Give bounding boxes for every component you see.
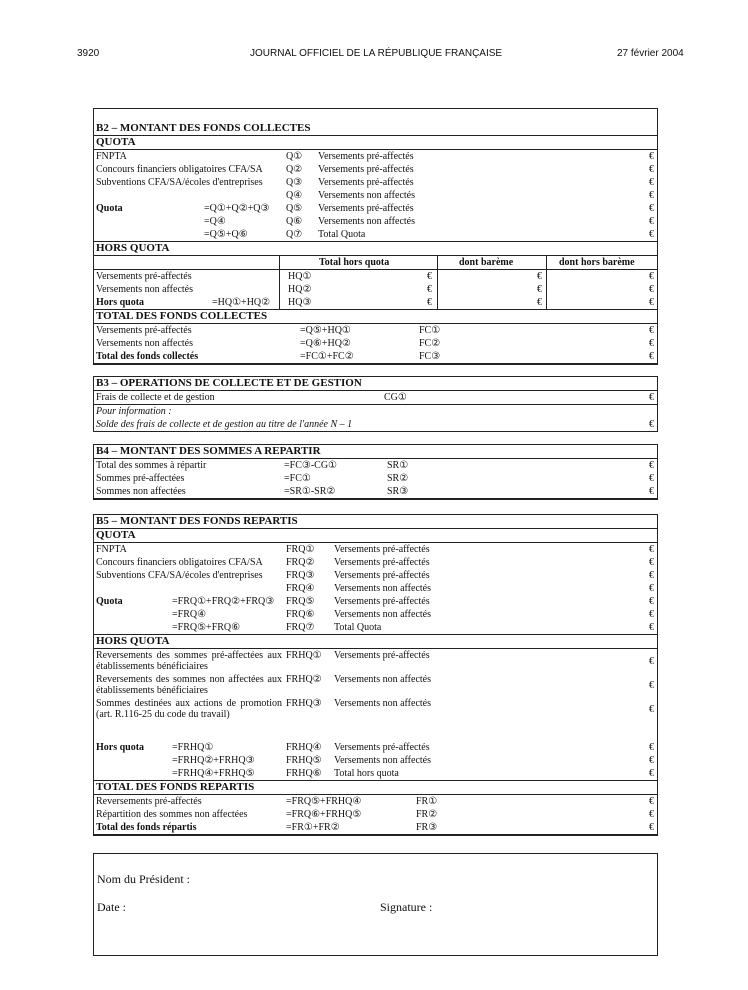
row-label: Versements pré-affectés xyxy=(96,325,192,336)
euro-sign: € xyxy=(649,570,654,581)
row-formula: =FR①+FR② xyxy=(286,822,340,833)
row-desc: Versements non affectés xyxy=(318,216,416,227)
row-label: Répartition des sommes non affectées xyxy=(96,809,248,820)
row-code: FRHQ② xyxy=(286,674,322,685)
row-code: HQ② xyxy=(288,284,312,295)
euro-sign: € xyxy=(649,704,654,715)
row-desc: Versements pré-affectés xyxy=(334,742,430,753)
row-desc: Versements non affectés xyxy=(334,698,432,709)
hors-quota-row xyxy=(94,767,657,781)
euro-sign: € xyxy=(537,271,542,282)
row-code: FRHQ⑥ xyxy=(286,768,322,779)
quota-row xyxy=(94,176,657,189)
row-desc: Total Quota xyxy=(318,229,366,240)
row-label: Total des fonds répartis xyxy=(96,822,197,833)
row-code: FRHQ③ xyxy=(286,698,322,709)
row-code: FRQ⑦ xyxy=(286,622,315,633)
row-code: SR① xyxy=(387,460,409,471)
column-divider xyxy=(546,270,547,283)
euro-sign: € xyxy=(649,216,654,227)
hors-header-bareme: dont barème xyxy=(459,257,514,268)
row-formula: =FRQ⑥+FRHQ⑤ xyxy=(286,809,362,820)
column-divider xyxy=(437,296,438,309)
hors-header-hors-bareme: dont hors barème xyxy=(559,257,635,268)
row-formula: =Q⑥+HQ② xyxy=(300,338,351,349)
row-label: Hors quota xyxy=(96,742,145,753)
row-desc: Total Quota xyxy=(334,622,382,633)
b5-quota-title: QUOTA xyxy=(96,529,136,541)
b3-title: B3 – OPERATIONS DE COLLECTE ET DE GESTION xyxy=(96,377,362,389)
row-code: FRQ③ xyxy=(286,570,315,581)
euro-sign: € xyxy=(649,460,654,471)
row-desc: Total hors quota xyxy=(334,768,399,779)
row-formula: =Q①+Q②+Q③ xyxy=(204,203,270,214)
simple-row xyxy=(94,350,657,364)
hors-quota-row xyxy=(94,741,657,754)
row-code: Q③ xyxy=(286,177,303,188)
section-b3 xyxy=(93,376,658,432)
simple-row xyxy=(94,337,657,350)
simple-row xyxy=(94,472,657,485)
row-label: Subventions CFA/SA/écoles d'entreprises xyxy=(96,177,263,188)
row-label: FNPTA xyxy=(96,544,127,555)
b3-frais-code: CG① xyxy=(384,392,407,403)
euro-sign: € xyxy=(649,656,654,667)
euro-sign: € xyxy=(649,419,654,430)
row-label: Concours financiers obligatoires CFA/SA xyxy=(96,557,263,568)
row-desc: Versements pré-affectés xyxy=(334,544,430,555)
hors-row xyxy=(94,283,657,296)
row-code: FR① xyxy=(416,796,438,807)
euro-sign: € xyxy=(649,742,654,753)
euro-sign: € xyxy=(649,557,654,568)
row-label: Versements pré-affectés xyxy=(96,271,192,282)
row-label: Hors quota xyxy=(96,297,145,308)
simple-row xyxy=(94,485,657,499)
row-label: Sommes pré-affectées xyxy=(96,473,185,484)
row-code: Q⑤ xyxy=(286,203,303,214)
simple-row xyxy=(94,795,657,808)
quota-row xyxy=(94,582,657,595)
row-formula: =FC③-CG① xyxy=(284,460,338,471)
quota-row xyxy=(94,163,657,176)
b2-hors-title: HORS QUOTA xyxy=(96,242,170,254)
simple-row xyxy=(94,821,657,835)
hors-quota-row xyxy=(94,754,657,767)
row-code: Q① xyxy=(286,151,303,162)
row-label: Total des fonds collectés xyxy=(96,351,199,362)
row-formula: =FRQ①+FRQ②+FRQ③ xyxy=(172,596,275,607)
euro-sign: € xyxy=(649,151,654,162)
b5-total-title: TOTAL DES FONDS REPARTIS xyxy=(96,781,255,793)
row-desc: Versements pré-affectés xyxy=(334,557,430,568)
b3-frais-label: Frais de collecte et de gestion xyxy=(96,392,215,403)
row-label: Quota xyxy=(96,596,123,607)
euro-sign: € xyxy=(649,809,654,820)
row-desc: Versements non affectés xyxy=(334,755,432,766)
simple-row xyxy=(94,324,657,337)
journal-title: JOURNAL OFFICIEL DE LA RÉPUBLIQUE FRANÇAISE xyxy=(250,48,503,59)
column-divider xyxy=(279,270,280,283)
b5-hors-quota-rows xyxy=(94,741,657,781)
row-label: Quota xyxy=(96,203,123,214)
row-formula: =HQ①+HQ② xyxy=(212,297,271,308)
euro-sign: € xyxy=(427,297,432,308)
column-divider xyxy=(546,296,547,309)
b5-quota-rows xyxy=(94,543,657,635)
euro-sign: € xyxy=(649,486,654,497)
row-label: Reversements pré-affectés xyxy=(96,796,202,807)
row-code: Q② xyxy=(286,164,303,175)
row-formula: =FC①+FC② xyxy=(300,351,354,362)
quota-row xyxy=(94,543,657,556)
hors-row xyxy=(94,296,657,310)
euro-sign: € xyxy=(649,177,654,188)
quota-row xyxy=(94,556,657,569)
section-b4 xyxy=(93,444,658,500)
quota-row xyxy=(94,228,657,242)
euro-sign: € xyxy=(649,338,654,349)
column-divider xyxy=(279,296,280,309)
euro-sign: € xyxy=(427,271,432,282)
row-formula: =FRHQ②+FRHQ③ xyxy=(172,755,255,766)
date-label: Date : xyxy=(97,900,126,914)
euro-sign: € xyxy=(649,284,654,295)
euro-sign: € xyxy=(649,768,654,779)
quota-row xyxy=(94,569,657,582)
b5-hors-rows xyxy=(94,649,657,741)
euro-sign: € xyxy=(649,271,654,282)
row-desc: Versements pré-affectés xyxy=(334,596,430,607)
euro-sign: € xyxy=(649,796,654,807)
row-code: FR② xyxy=(416,809,438,820)
column-divider xyxy=(546,283,547,296)
euro-sign: € xyxy=(649,596,654,607)
euro-sign: € xyxy=(649,229,654,240)
section-b5 xyxy=(93,514,658,836)
quota-row xyxy=(94,189,657,202)
euro-sign: € xyxy=(427,284,432,295)
b2-quota-rows xyxy=(94,150,657,242)
b3-info-label: Pour information : xyxy=(96,406,172,417)
row-label: Sommes non affectées xyxy=(96,486,186,497)
row-formula: =FRQ⑤+FRHQ④ xyxy=(286,796,362,807)
euro-sign: € xyxy=(649,325,654,336)
row-code: FC① xyxy=(419,325,441,336)
b5-total-rows xyxy=(94,795,657,835)
row-desc: Versements pré-affectés xyxy=(318,151,414,162)
b2-quota-title: QUOTA xyxy=(96,136,136,148)
row-formula: =SR①-SR② xyxy=(284,486,336,497)
row-desc: Versements non affectés xyxy=(334,583,432,594)
column-divider xyxy=(437,283,438,296)
euro-sign: € xyxy=(649,583,654,594)
row-code: FC② xyxy=(419,338,441,349)
row-formula: =Q⑤+HQ① xyxy=(300,325,351,336)
column-divider xyxy=(437,270,438,283)
row-formula: =Q④ xyxy=(204,216,226,227)
euro-sign: € xyxy=(649,609,654,620)
row-desc: Versements non affectés xyxy=(318,190,416,201)
row-desc: Versements non affectés xyxy=(334,674,432,685)
signature-box xyxy=(93,853,658,956)
row-code: FC③ xyxy=(419,351,441,362)
signature-label: Signature : xyxy=(380,900,433,914)
euro-sign: € xyxy=(649,544,654,555)
row-label: Versements non affectés xyxy=(96,338,194,349)
row-desc: Versements pré-affectés xyxy=(318,177,414,188)
row-formula: =FRHQ① xyxy=(172,742,214,753)
row-label: Subventions CFA/SA/écoles d'entreprises xyxy=(96,570,263,581)
row-code: SR② xyxy=(387,473,409,484)
quota-row xyxy=(94,621,657,635)
row-code: FRQ⑥ xyxy=(286,609,315,620)
euro-sign: € xyxy=(649,351,654,362)
quota-row xyxy=(94,595,657,608)
row-desc: Versements pré-affectés xyxy=(318,203,414,214)
b5-hors-title: HORS QUOTA xyxy=(96,635,170,647)
row-code: Q⑥ xyxy=(286,216,303,227)
row-label: Concours financiers obligatoires CFA/SA xyxy=(96,164,263,175)
row-code: FRHQ④ xyxy=(286,742,322,753)
section-b2 xyxy=(93,108,658,365)
b4-title: B4 – MONTANT DES SOMMES A REPARTIR xyxy=(96,445,321,457)
row-label: Versements non affectés xyxy=(96,284,194,295)
row-formula: =FRQ⑤+FRQ⑥ xyxy=(172,622,241,633)
row-label: Reversements des sommes pré-affectées aux établissements bénéficiaires xyxy=(96,650,282,672)
b2-total-title: TOTAL DES FONDS COLLECTES xyxy=(96,310,268,322)
b5-title: B5 – MONTANT DES FONDS REPARTIS xyxy=(96,515,298,527)
hors-header-total: Total hors quota xyxy=(319,257,390,268)
euro-sign: € xyxy=(649,297,654,308)
b2-hors-rows xyxy=(94,270,657,310)
row-label: Reversements des sommes non affectées aux établissements bénéficiaires xyxy=(96,674,282,696)
row-label: Sommes destinées aux actions de promotion (art. R.116-25 du code du travail) xyxy=(96,698,282,720)
hors-row xyxy=(94,673,657,697)
row-code: FRHQ① xyxy=(286,650,322,661)
row-code: FRQ① xyxy=(286,544,315,555)
row-label: Total des sommes à répartir xyxy=(96,460,207,471)
hors-row xyxy=(94,270,657,283)
row-code: FRQ⑤ xyxy=(286,596,315,607)
row-desc: Versements pré-affectés xyxy=(334,650,430,661)
euro-sign: € xyxy=(649,392,654,403)
euro-sign: € xyxy=(649,164,654,175)
b3-solde-label: Solde des frais de collecte et de gestion au titre de l'année N – 1 xyxy=(96,419,353,430)
row-code: Q④ xyxy=(286,190,303,201)
row-formula: =FRQ④ xyxy=(172,609,207,620)
b2-title: B2 – MONTANT DES FONDS COLLECTES xyxy=(96,122,311,134)
euro-sign: € xyxy=(649,203,654,214)
row-desc: Versements non affectés xyxy=(334,609,432,620)
row-formula: =FRHQ④+FRHQ⑤ xyxy=(172,768,255,779)
quota-row xyxy=(94,150,657,163)
row-code: Q⑦ xyxy=(286,229,303,240)
hors-row xyxy=(94,649,657,673)
euro-sign: € xyxy=(649,190,654,201)
row-desc: Versements pré-affectés xyxy=(334,570,430,581)
row-code: FRQ④ xyxy=(286,583,315,594)
quota-row xyxy=(94,608,657,621)
b4-rows xyxy=(94,459,657,499)
row-label: FNPTA xyxy=(96,151,127,162)
row-code: FRQ② xyxy=(286,557,315,568)
row-code: HQ③ xyxy=(288,297,312,308)
row-code: FRHQ⑤ xyxy=(286,755,322,766)
euro-sign: € xyxy=(537,297,542,308)
row-formula: =Q⑤+Q⑥ xyxy=(204,229,248,240)
euro-sign: € xyxy=(649,622,654,633)
quota-row xyxy=(94,215,657,228)
journal-date: 27 février 2004 xyxy=(617,48,684,59)
euro-sign: € xyxy=(649,755,654,766)
row-code: FR③ xyxy=(416,822,438,833)
hors-row xyxy=(94,697,657,741)
row-desc: Versements pré-affectés xyxy=(318,164,414,175)
column-divider xyxy=(279,283,280,296)
b2-total-rows xyxy=(94,324,657,364)
simple-row xyxy=(94,808,657,821)
quota-row xyxy=(94,202,657,215)
simple-row xyxy=(94,459,657,472)
euro-sign: € xyxy=(537,284,542,295)
euro-sign: € xyxy=(649,680,654,691)
euro-sign: € xyxy=(649,822,654,833)
row-code: HQ① xyxy=(288,271,312,282)
row-formula: =FC① xyxy=(284,473,311,484)
president-label: Nom du Président : xyxy=(97,872,190,886)
euro-sign: € xyxy=(649,473,654,484)
page-number: 3920 xyxy=(77,48,100,59)
row-code: SR③ xyxy=(387,486,409,497)
